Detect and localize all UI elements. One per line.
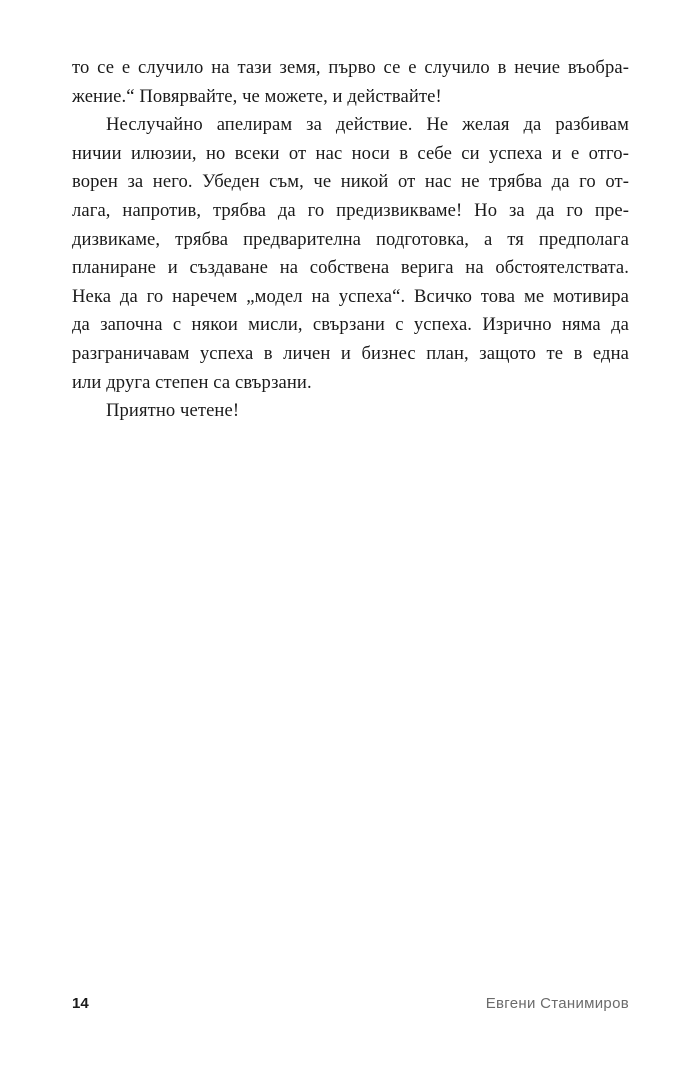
text-line: жение.“ Повярвайте, че можете, и действайте! — [72, 85, 442, 107]
text-line: Неслучайно апелирам за действие. Не желая да разбивам — [106, 114, 629, 136]
text-line: Нека да го наречем „модел на успеха“. Всичко това ме мотивира — [72, 285, 629, 307]
text-line: разграничавам успеха в личен и бизнес план, защото те в една — [72, 342, 629, 364]
text-line: планиране и създаване на собствена верига на обстоятелствата. — [72, 257, 629, 279]
text-line: да започна с някои мисли, свързани с успеха. Изрично няма да — [72, 314, 629, 336]
text-line: то се е случило на тази земя, първо се е случило в нечие въобра- — [72, 57, 629, 78]
text-line: лага, напротив, трябва да го предизвикваме! Но за да го пре- — [72, 199, 629, 221]
text-line: ничии илюзии, но всеки от нас носи в себе си успеха и е отго- — [72, 142, 629, 164]
running-footer-author: Евгени Станимиров — [485, 995, 629, 1012]
page-number: 14 — [72, 995, 89, 1012]
body-text — [72, 54, 629, 426]
text-line: ворен за него. Убеден съм, че никой от нас не трябва да го от- — [72, 171, 629, 193]
text-line: или друга степен са свързани. — [72, 371, 312, 393]
text-line: Приятно четене! — [106, 400, 240, 422]
text-line: дизвикаме, трябва предварителна подготовка, а тя предполага — [72, 228, 629, 250]
